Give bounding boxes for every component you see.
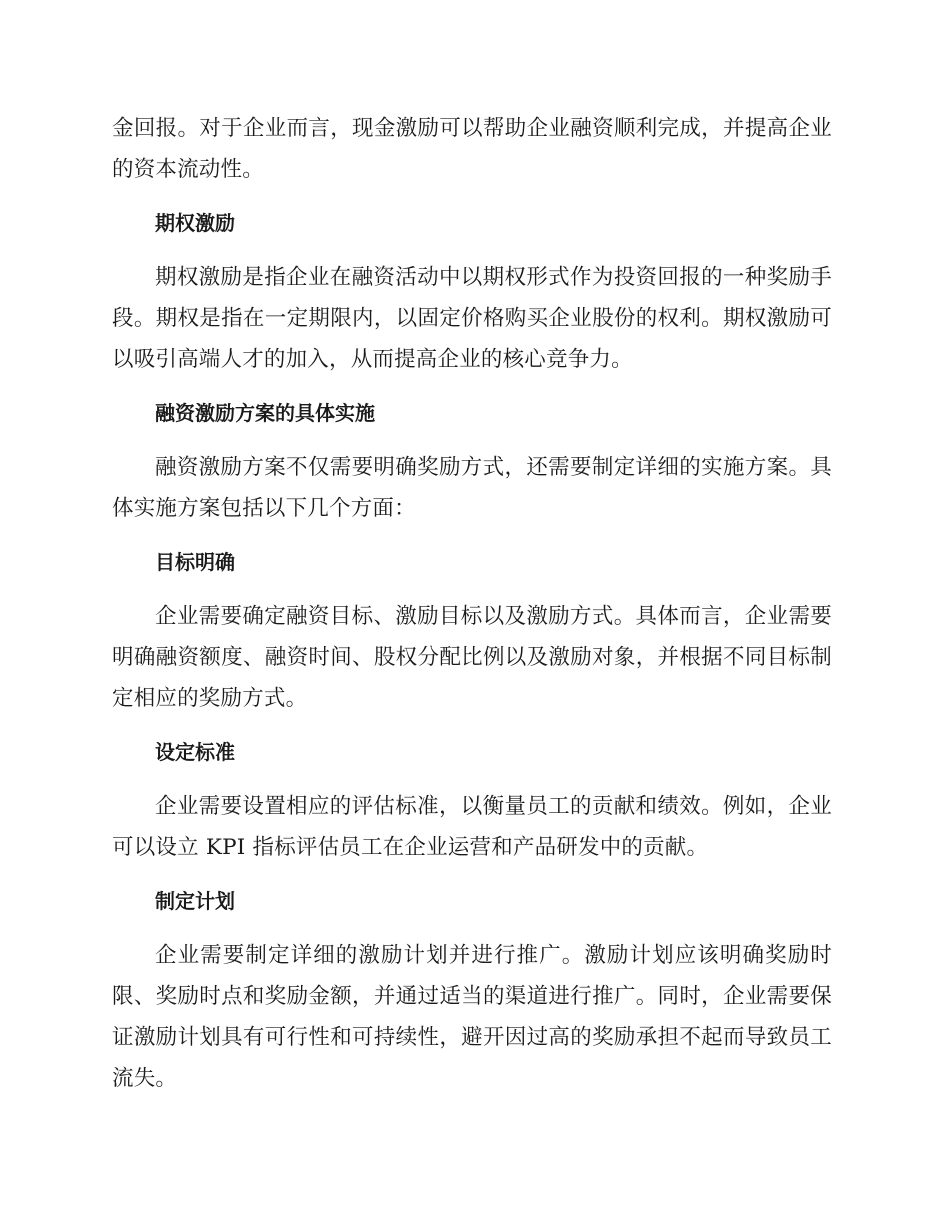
spacer xyxy=(112,719,832,732)
paragraph-cash-incentive-continued: 金回报。对于企业而言，现金激励可以帮助企业融资顺利完成，并提高企业的资本流动性。 xyxy=(112,116,832,182)
heading-clear-goals: 目标明确 xyxy=(155,550,235,574)
paragraph-make-plan: 企业需要制定详细的激励计划并进行推广。激励计划应该明确奖励时限、奖励时点和奖励金额，并通过适当的渠道进行推广。同时，企业需要保证激励计划具有可行性和可持续性，避开因过高的奖励承担不起而导致员工流失。 xyxy=(112,943,832,1091)
spacer xyxy=(112,190,832,203)
spacer xyxy=(112,244,832,257)
heading-option-incentive: 期权激励 xyxy=(155,211,235,235)
paragraph-option-incentive: 期权激励是指企业在融资活动中以期权形式作为投资回报的一种奖励手段。期权是指在一定期限内，以固定价格购买企业股份的权利。期权激励可以吸引高端人才的加入，从而提高企业的核心竞争力。 xyxy=(112,265,832,372)
spacer xyxy=(112,380,832,393)
document-page xyxy=(112,108,832,1099)
spacer xyxy=(112,868,832,881)
spacer xyxy=(112,922,832,935)
spacer xyxy=(112,583,832,596)
paragraph-set-standards: 企业需要设置相应的评估标准，以衡量员工的贡献和绩效。例如，企业可以设立 KPI 指标评估员工在企业运营和产品研发中的贡献。 xyxy=(112,794,832,860)
spacer xyxy=(112,529,832,542)
heading-make-plan: 制定计划 xyxy=(155,889,235,913)
paragraph-clear-goals: 企业需要确定融资目标、激励目标以及激励方式。具体而言，企业需要明确融资额度、融资时间、股权分配比例以及激励对象，并根据不同目标制定相应的奖励方式。 xyxy=(112,604,832,711)
heading-implementation: 融资激励方案的具体实施 xyxy=(155,401,375,425)
heading-set-standards: 设定标准 xyxy=(155,740,235,764)
paragraph-implementation: 融资激励方案不仅需要明确奖励方式，还需要制定详细的实施方案。具体实施方案包括以下几个方面： xyxy=(112,455,832,521)
spacer xyxy=(112,434,832,447)
spacer xyxy=(112,773,832,786)
